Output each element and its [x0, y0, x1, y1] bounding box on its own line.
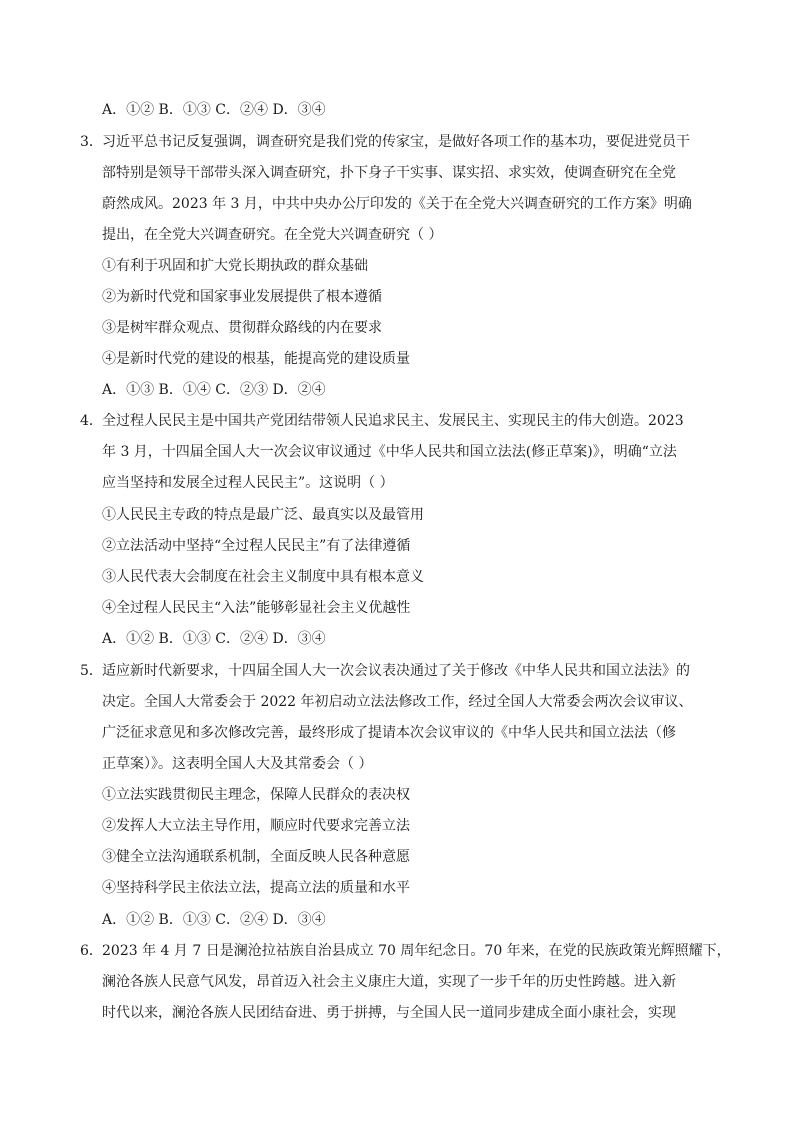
- q4-number: 4．: [80, 413, 103, 429]
- q6-stem-line: 2023 年 4 月 7 日是澜沧拉祜族自治县成立 70 周年纪念日。70 年来，在党的民族政策光辉照耀下，: [102, 943, 731, 959]
- q3-stem-line: 蔚然成风。2023 年 3 月，中共中央办公厅印发的《关于在全党大兴调查研究的工作方案》明确: [102, 196, 692, 212]
- q3-option: ①有利于巩固和扩大党长期执政的群众基础: [102, 258, 368, 274]
- q4-option: ③人民代表大会制度在社会主义制度中具有根本意义: [102, 569, 424, 585]
- q3-option: ④是新时代党的建设的根基，能提高党的建设质量: [102, 351, 410, 367]
- q4-stem-line: 全过程人民民主是中国共产党团结带领人民追求民主、发展民主、实现民主的伟大创造。2023: [102, 413, 684, 429]
- q4-stem-line: 年 3 月，十四届全国人大一次会议审议通过《中华人民共和国立法法(修正草案)》，明确“立法: [102, 444, 677, 460]
- q3-stem-line: 部特别是领导干部带头深入调查研究，扑下身子干实事、谋实招、求实效，使调查研究在全党: [102, 165, 676, 181]
- q5-answer-choices: A．①② B．①③ C．②④ D．③④: [102, 912, 326, 928]
- q5-option: ①立法实践贯彻民主理念，保障人民群众的表决权: [102, 787, 410, 803]
- q3-option: ③是树牢群众观点、贯彻群众路线的内在要求: [102, 320, 382, 336]
- q3-stem-line: 习近平总书记反复强调，调查研究是我们党的传家宝，是做好各项工作的基本功，要促进党员干: [102, 134, 690, 150]
- q5-number: 5．: [80, 663, 103, 679]
- q4-option: ④全过程人民民主“入法”能够彰显社会主义优越性: [102, 600, 411, 616]
- q5-stem-line: 广泛征求意见和多次修改完善，最终形成了提请本次会议审议的《中华人民共和国立法法（修: [102, 725, 676, 741]
- q5-option: ③健全立法沟通联系机制，全面反映人民各种意愿: [102, 849, 410, 865]
- q6-number: 6．: [80, 943, 103, 959]
- q3-answer-choices: A．①③ B．①④ C．②③ D．②④: [102, 382, 326, 398]
- q5-option: ②发挥人大立法主导作用，顺应时代要求完善立法: [102, 818, 410, 834]
- q4-option: ②立法活动中坚持“全过程人民民主”有了法律遵循: [102, 538, 411, 554]
- q4-option: ①人民民主专政的特点是最广泛、最真实以及最管用: [102, 507, 424, 523]
- q4-stem-line: 应当坚持和发展全过程人民民主”。这说明（ ）: [102, 475, 394, 491]
- q5-stem-line: 决定。全国人大常委会于 2022 年初启动立法法修改工作，经过全国人大常委会两次会议审议、: [102, 694, 693, 710]
- q3-number: 3．: [80, 134, 103, 150]
- q4-answer-choices: A．①② B．①③ C．②④ D．③④: [102, 631, 326, 647]
- q5-stem-line: 正草案）》。这表明全国人大及其常委会（ ）: [102, 756, 373, 772]
- q6-stem-line: 澜沧各族人民意气风发，昂首迈入社会主义康庄大道，实现了一步千年的历史性跨越。进入新: [102, 974, 676, 990]
- q3-stem-line: 提出，在全党大兴调查研究。在全党大兴调查研究（ ）: [102, 227, 443, 243]
- q5-stem-line: 适应新时代新要求，十四届全国人大一次会议表决通过了关于修改《中华人民共和国立法法》的: [102, 663, 690, 679]
- q2-answer-choices: A．①② B．①③ C．②④ D．③④: [102, 102, 326, 118]
- q6-stem-line: 时代以来，澜沧各族人民团结奋进、勇于拼搏，与全国人民一道同步建成全面小康社会，实现: [102, 1005, 676, 1021]
- q3-option: ②为新时代党和国家事业发展提供了根本遵循: [102, 289, 382, 305]
- q5-option: ④坚持科学民主依法立法，提高立法的质量和水平: [102, 880, 410, 896]
